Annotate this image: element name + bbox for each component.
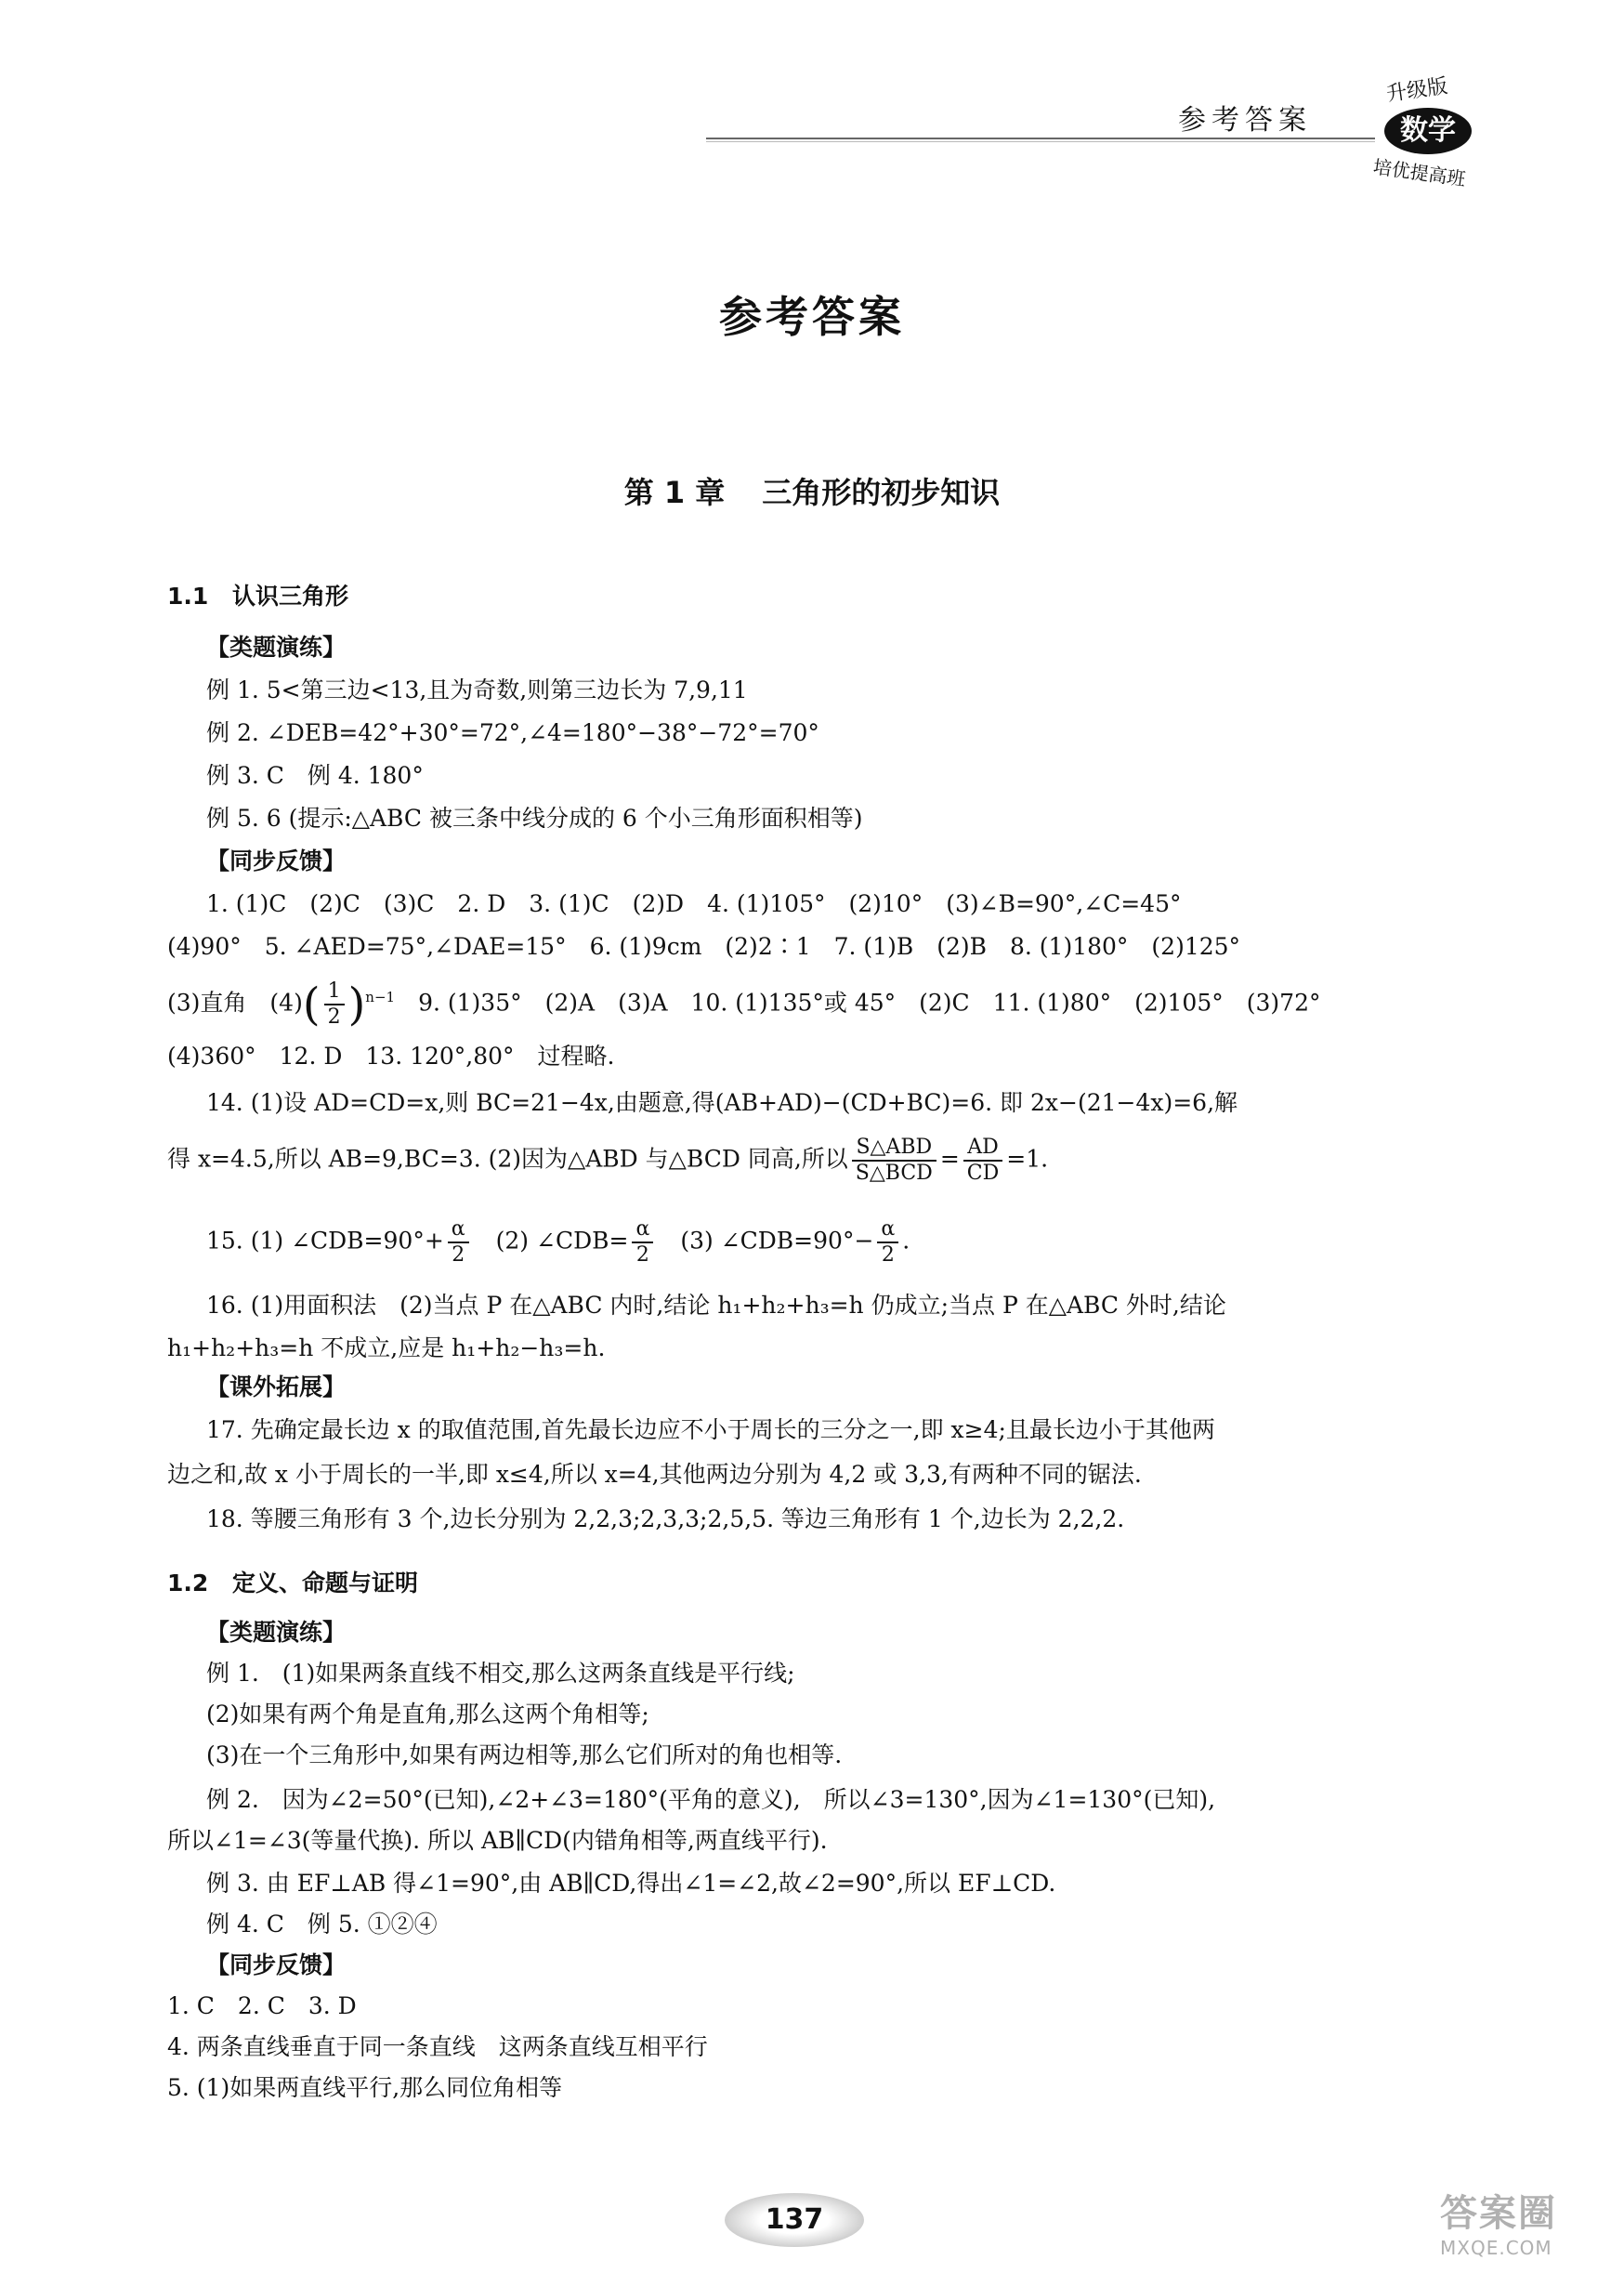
running-header: 参考答案 [1178, 104, 1312, 137]
answer-text: . [902, 1227, 910, 1255]
chapter-title [0, 469, 1624, 512]
logo-top-text: 升级版 [1384, 74, 1449, 107]
answer-line: 例 5. 6 (提示:△ABC 被三条中线分成的 6 个小三角形面积相等) [206, 805, 863, 832]
denominator: S△BCD [855, 1162, 933, 1185]
answer-line: 例 1. (1)如果两条直线不相交,那么这两条直线是平行线; [206, 1660, 795, 1687]
numerator: S△ABD [852, 1136, 936, 1162]
numerator: α [448, 1217, 469, 1243]
subheading-practice: 【类题演练】 [206, 1619, 347, 1646]
subheading-extension: 【课外拓展】 [206, 1373, 347, 1400]
logo-bottom-text: 培优提高班 [1371, 155, 1467, 191]
answer-line: 1. C 2. C 3. D [167, 1992, 357, 2019]
exponent: n−1 [365, 989, 396, 1006]
fraction [877, 1217, 898, 1268]
answer-line: 5. (1)如果两直线平行,那么同位角相等 [167, 2074, 563, 2101]
answer-line-with-power: (3)直角 (4)( $\frac{1}{2}$ )$^{n-1}$ 9. (1)35° (2)A (3)A 10. (1)135°或 45° (2)C 11. (1)80° (2)105° (3)72° [167, 979, 1321, 1031]
answer-text: 9. (1)35° (2)A (3)A 10. (1)135°或 45° (2)C 11. (1)80° (2)105° (3)72° [418, 989, 1321, 1017]
answer-line-with-fraction [167, 1136, 1048, 1186]
answer-text: (3)直角 (4) [167, 989, 303, 1017]
answer-line: 例 2. 因为∠2=50°(已知),∠2+∠3=180°(平角的意义), 所以∠3=130°,因为∠1=130°(已知), [206, 1786, 1216, 1813]
answer-text: (3) ∠CDB=90°− [680, 1227, 874, 1255]
answer-line: h₁+h₂+h₃=h 不成立,应是 h₁+h₂−h₃=h. [167, 1334, 606, 1361]
answer-line-with-fractions [206, 1217, 910, 1268]
answer-line: (4)90° 5. ∠AED=75°,∠DAE=15° 6. (1)9cm (2)2∶1 7. (1)B (2)B 8. (1)180° (2)125° [167, 933, 1241, 960]
answer-line: 例 2. ∠DEB=42°+30°=72°,∠4=180°−38°−72°=70° [206, 719, 819, 746]
section-number: 1.2 [167, 1570, 209, 1596]
section-name: 认识三角形 [232, 583, 349, 610]
logo-main-text: 数学 [1384, 108, 1472, 154]
watermark-logo [1440, 2184, 1607, 2267]
chapter-name: 三角形的初步知识 [762, 475, 1001, 510]
answer-text: 得 x=4.5,所以 AB=9,BC=3. (2)因为△ABD 与△BCD 同高,所以 [167, 1145, 848, 1173]
answer-line: 边之和,故 x 小于周长的一半,即 x≤4,所以 x=4,其他两边分别为 4,2 或 3,3,有两种不同的锯法. [167, 1461, 1142, 1488]
fraction [852, 1136, 936, 1186]
answer-line: 例 3. 由 EF⊥AB 得∠1=90°,由 AB∥CD,得出∠1=∠2,故∠2=90°,所以 EF⊥CD. [206, 1870, 1056, 1897]
answer-line: (3)在一个三角形中,如果有两边相等,那么它们所对的角也相等. [206, 1741, 843, 1768]
denominator: 2 [452, 1243, 465, 1267]
answer-line: (4)360° 12. D 13. 120°,80° 过程略. [167, 1043, 615, 1070]
fraction [963, 1136, 1002, 1186]
answer-line: 14. (1)设 AD=CD=x,则 BC=21−4x,由题意,得(AB+AD)−(CD+BC)=6. 即 2x−(21−4x)=6,解 [206, 1089, 1238, 1116]
section-heading-1-2 [167, 1565, 418, 1598]
page-number: 137 [725, 2193, 864, 2247]
page-title: 参考答案 [719, 292, 905, 342]
numerator: 1 [324, 979, 345, 1005]
watermark-url: MXQE.COM [1440, 2237, 1552, 2259]
header-rule [706, 138, 1375, 139]
section-name: 定义、命题与证明 [232, 1570, 419, 1596]
fraction [324, 979, 345, 1030]
numerator: α [632, 1217, 653, 1243]
subheading-feedback: 【同步反馈】 [206, 1951, 347, 1978]
answer-line: 4. 两条直线垂直于同一条直线 这两条直线互相平行 [167, 2033, 708, 2060]
denominator: CD [966, 1162, 1000, 1185]
answer-text: (2) ∠CDB= [495, 1227, 629, 1255]
answer-line: 例 4. C 例 5. ①②④ [206, 1911, 438, 1938]
answer-text: =1. [1006, 1145, 1049, 1173]
watermark-text: 答案圈 [1440, 2192, 1557, 2235]
subheading-practice: 【类题演练】 [206, 634, 347, 661]
answer-text: 15. (1) ∠CDB=90°+ [206, 1227, 444, 1255]
answer-line: 18. 等腰三角形有 3 个,边长分别为 2,2,3;2,3,3;2,5,5. 等边三角形有 1 个,边长为 2,2,2. [206, 1505, 1125, 1532]
series-logo [1366, 71, 1505, 191]
fraction [632, 1217, 653, 1268]
header-rule-thin [706, 141, 1375, 142]
denominator: 2 [881, 1243, 895, 1267]
denominator: 2 [635, 1243, 649, 1267]
numerator: AD [963, 1136, 1002, 1162]
equals-sign: = [939, 1145, 960, 1173]
denominator: 2 [327, 1005, 341, 1029]
answer-line: 1. (1)C (2)C (3)C 2. D 3. (1)C (2)D 4. (1)105° (2)10° (3)∠B=90°,∠C=45° [206, 890, 1182, 917]
section-number: 1.1 [167, 583, 209, 610]
answer-line: 例 3. C 例 4. 180° [206, 762, 424, 789]
answer-line: (2)如果有两个角是直角,那么这两个角相等; [206, 1701, 649, 1728]
section-heading-1-1 [167, 578, 348, 611]
fraction [448, 1217, 469, 1268]
answer-line: 17. 先确定最长边 x 的取值范围,首先最长边应不小于周长的三分之一,即 x≥4;且最长边小于其他两 [206, 1416, 1215, 1443]
answer-line: 例 1. 5<第三边<13,且为奇数,则第三边长为 7,9,11 [206, 677, 748, 703]
numerator: α [877, 1217, 898, 1243]
answer-line: 16. (1)用面积法 (2)当点 P 在△ABC 内时,结论 h₁+h₂+h₃=h 仍成立;当点 P 在△ABC 外时,结论 [206, 1292, 1226, 1319]
answer-line: 所以∠1=∠3(等量代换). 所以 AB∥CD(内错角相等,两直线平行). [167, 1827, 828, 1854]
chapter-number: 第 1 章 [623, 475, 726, 510]
subheading-feedback: 【同步反馈】 [206, 847, 347, 874]
